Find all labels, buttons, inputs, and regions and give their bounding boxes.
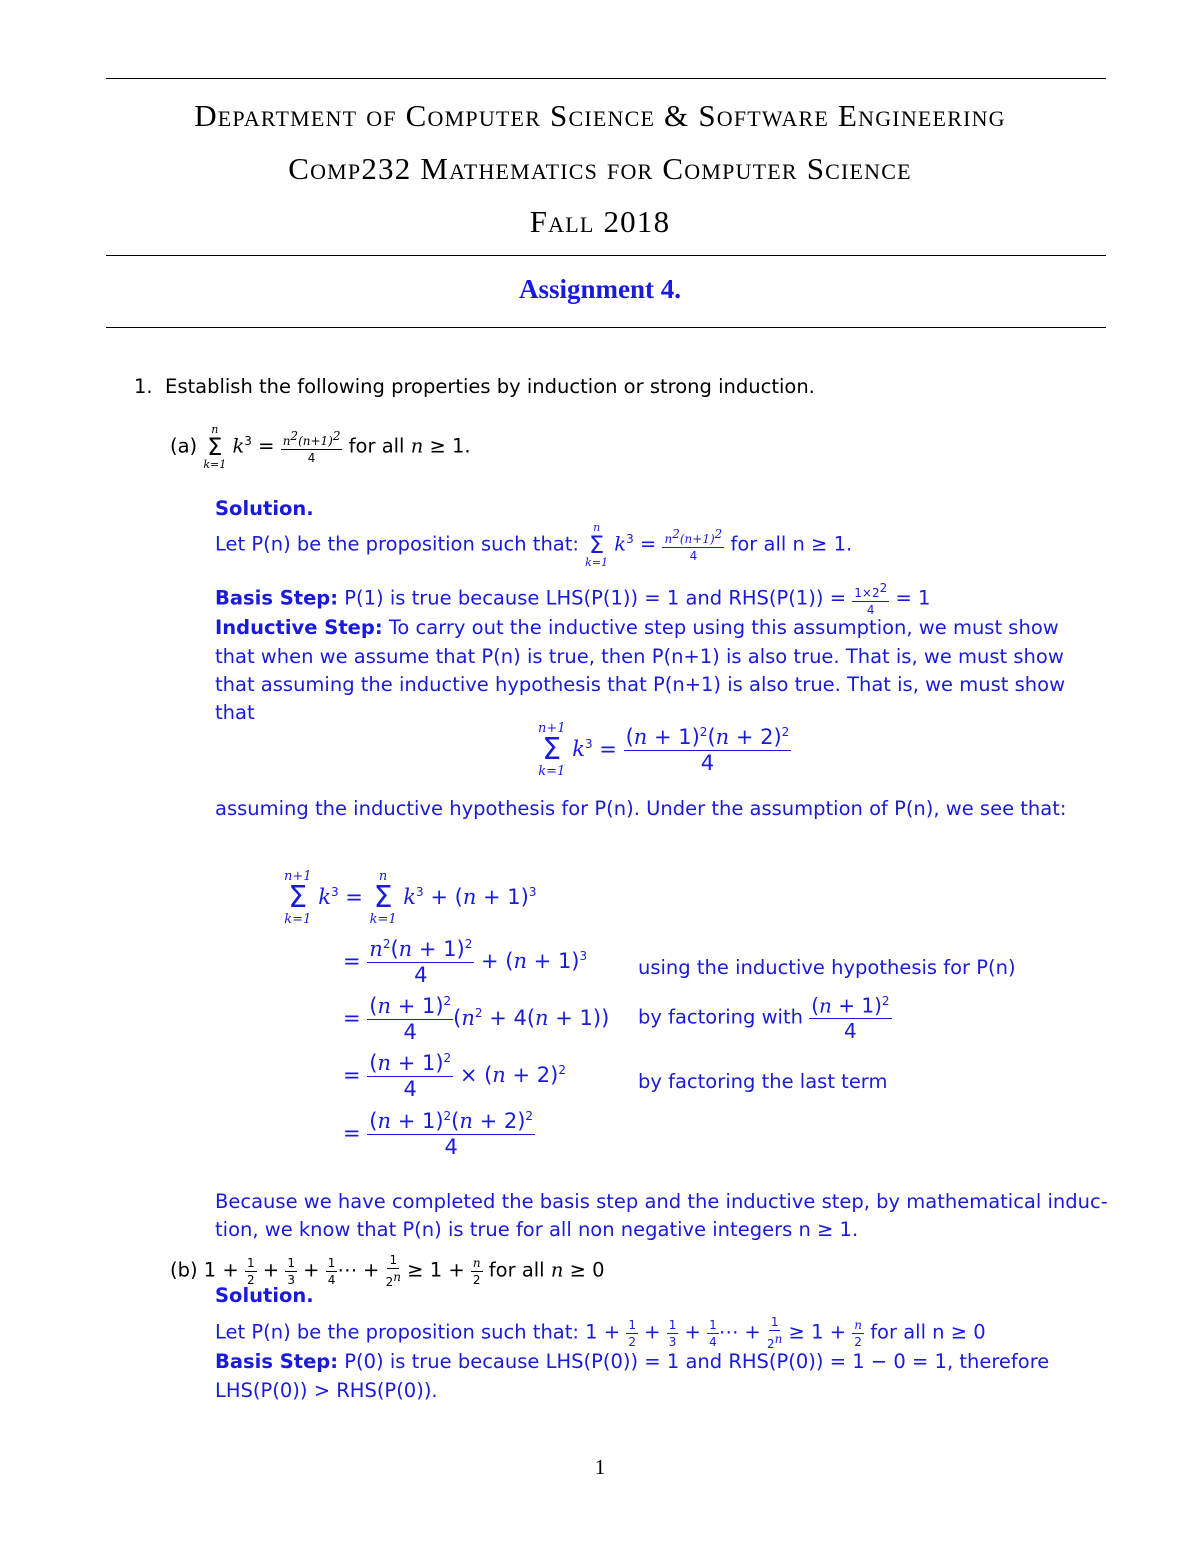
course-heading: Comp232 Mathematics for Computer Science: [288, 151, 912, 186]
term-heading: Fall 2018: [529, 204, 671, 239]
part-b-label: (b): [170, 1258, 198, 1282]
title-rule: [106, 327, 1106, 328]
part-a-statement: (a) n Σ k=1 $k^3$ = $\frac{n^2(n+1)^2}{4}$ for all n ≥ 1.: [170, 423, 471, 471]
conclusion-line-1: Because we have completed the basis step and the inductive step, by mathematical induc-: [215, 1190, 1108, 1213]
fraction: $\frac{n^2(n+1)^2}{4}$: [282, 429, 341, 465]
header-rule: [106, 255, 1106, 256]
part-b-basis-line-1: Basis Step: P(0) is true because LHS(P(0)) = 1 and RHS(P(0)) = 1 − 0 = 1, therefore: [215, 1350, 1050, 1373]
question-prompt: Establish the following properties by induction or strong induction.: [165, 375, 815, 398]
derivation-line-4: = $\frac{(n + 1)^2}{4}$ × $(n + 2)^2$: [343, 1051, 566, 1101]
question-number: 1.: [134, 375, 153, 398]
conclusion-line-2: tion, we know that P(n) is true for all non negative integers n ≥ 1.: [215, 1218, 859, 1241]
page-number: 1: [594, 1455, 606, 1479]
department-heading: Department of Computer Science & Software Engineering: [194, 98, 1006, 133]
part-b-let-line: Let P(n) be the proposition such that: 1 + $\frac{1}{2}$ + $\frac{1}{3}$ + $\frac{1}{4}$ ⋯ + $\frac{1}{2^n}$ ≥ 1 + $\frac{n}{2}$ for all n ≥ 0: [215, 1315, 986, 1351]
part-b-basis-line-2: LHS(P(0)) > RHS(P(0)).: [215, 1379, 438, 1402]
part-a-inductive-line-2: that when we assume that P(n) is true, then P(n+1) is also true. That is, we must show: [215, 645, 1064, 668]
part-a-basis-line: Basis Step: P(1) is true because LHS(P(1)) = 1 and RHS(P(1)) = $\frac{1\times 2^2}{4}$ = 1: [215, 581, 931, 617]
part-a-assuming-line: assuming the inductive hypothesis for P(n). Under the assumption of P(n), we see that:: [215, 797, 1067, 820]
derivation-line-3: = $\frac{(n + 1)^2}{4}$ $(n^2 + 4(n + 1))$: [343, 994, 610, 1044]
derivation-line-1: n+1 Σ k=1 $k^3$ = n Σ k=1 $k^3 + (n + 1)^3$: [284, 869, 537, 927]
goal-equation: n+1 Σ k=1 $k^3$ = $\frac{(n + 1)^2(n + 2)^2}{4}$: [538, 721, 790, 779]
part-b-solution-label: Solution.: [215, 1284, 314, 1307]
part-a-inductive-line-4: that: [215, 701, 255, 724]
part-a-label: (a): [170, 434, 198, 458]
reason-3: by factoring the last term: [638, 1070, 888, 1093]
top-rule: [106, 78, 1106, 79]
part-b-statement: (b) 1 + $\frac{1}{2}$ + $\frac{1}{3}$ + $\frac{1}{4}$ ⋯ + $\frac{1}{2^n}$ ≥ 1 + $\frac{n}{2}$ for all n ≥ 0: [170, 1253, 605, 1289]
part-a-inductive-line-3: that assuming the inductive hypothesis that P(n+1) is also true. That is, we must show: [215, 673, 1066, 696]
reason-2: by factoring with $\frac{(n + 1)^2}{4}$: [638, 993, 890, 1043]
assignment-title: Assignment 4.: [518, 274, 681, 304]
part-a-inductive-line-1: Inductive Step: To carry out the inductive step using this assumption, we must show: [215, 616, 1059, 639]
sum-symbol: n Σ k=1: [203, 423, 227, 471]
part-a-let-line: Let P(n) be the proposition such that: n Σ k=1 $k^3$ = $\frac{n^2(n+1)^2}{4}$ for all n ≥ 1.: [215, 521, 853, 569]
derivation-line-2: = $\frac{n^2(n + 1)^2}{4}$ + $(n + 1)^3$: [343, 937, 588, 987]
derivation-line-5: = $\frac{(n + 1)^2(n + 2)^2}{4}$: [343, 1109, 534, 1159]
part-a-solution-label: Solution.: [215, 497, 314, 520]
reason-1: using the inductive hypothesis for P(n): [638, 956, 1016, 979]
